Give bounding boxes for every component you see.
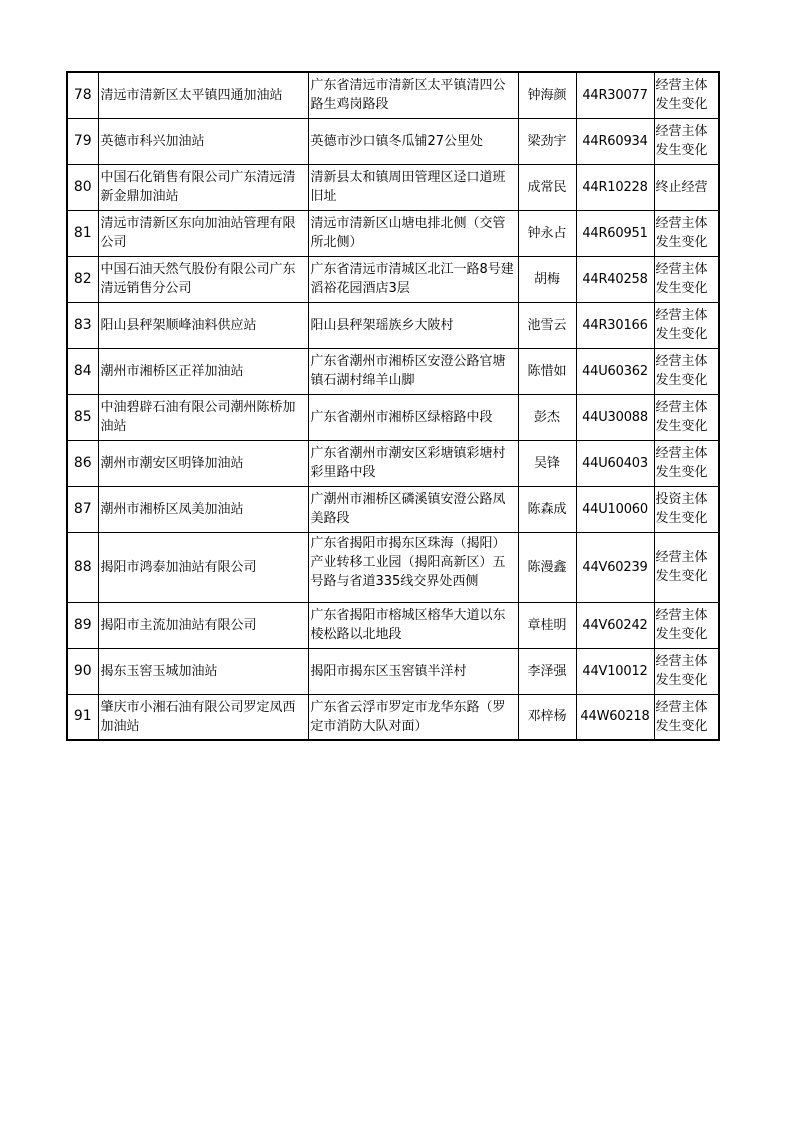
station-name: 中国石油天然气股份有限公司广东清远销售分公司 — [98, 256, 308, 302]
responsible-person: 成常民 — [518, 164, 576, 210]
responsible-person: 陈漫鑫 — [518, 532, 576, 602]
gas-station-table — [66, 71, 720, 741]
change-reason: 经营主体发生变化 — [654, 394, 719, 440]
responsible-person: 李泽强 — [518, 648, 576, 694]
responsible-person: 钟永占 — [518, 210, 576, 256]
station-name: 英德市科兴加油站 — [98, 118, 308, 164]
station-address: 广东省云浮市罗定市龙华东路（罗定市消防大队对面） — [308, 694, 518, 740]
license-number: 44V60242 — [576, 602, 654, 648]
station-name: 中油碧辟石油有限公司潮州陈桥加油站 — [98, 394, 308, 440]
row-number: 90 — [67, 648, 98, 694]
station-address: 英德市沙口镇冬瓜铺27公里处 — [308, 118, 518, 164]
table-row — [67, 532, 719, 602]
license-number: 44R60951 — [576, 210, 654, 256]
responsible-person: 陈森成 — [518, 486, 576, 532]
station-name: 清远市清新区太平镇四通加油站 — [98, 72, 308, 118]
row-number: 78 — [67, 72, 98, 118]
license-number: 44U60403 — [576, 440, 654, 486]
row-number: 89 — [67, 602, 98, 648]
station-address: 广东省潮州市湘桥区绿榕路中段 — [308, 394, 518, 440]
change-reason: 经营主体发生变化 — [654, 302, 719, 348]
row-number: 91 — [67, 694, 98, 740]
license-number: 44U10060 — [576, 486, 654, 532]
responsible-person: 彭杰 — [518, 394, 576, 440]
row-number: 82 — [67, 256, 98, 302]
change-reason: 经营主体发生变化 — [654, 210, 719, 256]
row-number: 80 — [67, 164, 98, 210]
change-reason: 经营主体发生变化 — [654, 602, 719, 648]
change-reason: 经营主体发生变化 — [654, 648, 719, 694]
change-reason: 经营主体发生变化 — [654, 532, 719, 602]
station-address: 广东省潮州市湘桥区安澄公路官塘镇石湖村绵羊山脚 — [308, 348, 518, 394]
row-number: 86 — [67, 440, 98, 486]
table-row — [67, 302, 719, 348]
license-number: 44R10228 — [576, 164, 654, 210]
table-row — [67, 256, 719, 302]
station-address: 清远市清新区山塘电排北侧（交管所北侧） — [308, 210, 518, 256]
row-number: 79 — [67, 118, 98, 164]
row-number: 85 — [67, 394, 98, 440]
table-row — [67, 348, 719, 394]
table-row — [67, 486, 719, 532]
license-number: 44U30088 — [576, 394, 654, 440]
station-address: 揭阳市揭东区玉窖镇半洋村 — [308, 648, 518, 694]
change-reason: 经营主体发生变化 — [654, 694, 719, 740]
station-address: 广东省清远市清城区北江一路8号建滔裕花园酒店3层 — [308, 256, 518, 302]
station-address-text: 广东省揭阳市揭东区珠海（揭阳）产业转移工业园（揭阳高新区）五号路与省道335线交界处西侧 — [310, 536, 506, 589]
table-row — [67, 210, 719, 256]
table-row — [67, 394, 719, 440]
station-name: 阳山县秤架顺峰油料供应站 — [98, 302, 308, 348]
responsible-person: 陈惜如 — [518, 348, 576, 394]
responsible-person: 池雪云 — [518, 302, 576, 348]
row-number: 84 — [67, 348, 98, 394]
license-number: 44V10012 — [576, 648, 654, 694]
station-address: 清新县太和镇周田管理区迳口道班旧址 — [308, 164, 518, 210]
station-name: 中国石化销售有限公司广东清远清新金鼎加油站 — [98, 164, 308, 210]
table-row — [67, 164, 719, 210]
license-number: 44V60239 — [576, 532, 654, 602]
responsible-person: 邓梓杨 — [518, 694, 576, 740]
station-name: 潮州市湘桥区正祥加油站 — [98, 348, 308, 394]
responsible-person: 章桂明 — [518, 602, 576, 648]
station-address: 广东省潮州市潮安区彩塘镇彩塘村彩里路中段 — [308, 440, 518, 486]
station-name: 肇庆市小湘石油有限公司罗定凤西加油站 — [98, 694, 308, 740]
table-row — [67, 694, 719, 740]
table-row — [67, 118, 719, 164]
station-name: 潮州市湘桥区凤美加油站 — [98, 486, 308, 532]
license-number: 44R40258 — [576, 256, 654, 302]
license-number: 44U60362 — [576, 348, 654, 394]
permit-table-page — [66, 71, 720, 741]
row-number: 88 — [67, 532, 98, 602]
station-name: 揭阳市鸿泰加油站有限公司 — [98, 532, 308, 602]
row-number: 83 — [67, 302, 98, 348]
row-number: 81 — [67, 210, 98, 256]
table-row — [67, 602, 719, 648]
station-address: 广东省揭阳市榕城区榕华大道以东棱松路以北地段 — [308, 602, 518, 648]
change-reason: 经营主体发生变化 — [654, 118, 719, 164]
station-address — [308, 532, 518, 602]
change-reason: 经营主体发生变化 — [654, 72, 719, 118]
change-reason: 经营主体发生变化 — [654, 256, 719, 302]
station-name: 揭阳市主流加油站有限公司 — [98, 602, 308, 648]
table-row — [67, 440, 719, 486]
license-number: 44R30077 — [576, 72, 654, 118]
change-reason: 终止经营 — [654, 164, 719, 210]
station-address: 阳山县秤架瑶族乡大陂村 — [308, 302, 518, 348]
table-body — [67, 72, 719, 740]
row-number: 87 — [67, 486, 98, 532]
license-number: 44R30166 — [576, 302, 654, 348]
responsible-person: 钟海颜 — [518, 72, 576, 118]
table-row — [67, 648, 719, 694]
station-address: 广潮州市湘桥区磷溪镇安澄公路凤美路段 — [308, 486, 518, 532]
change-reason: 经营主体发生变化 — [654, 348, 719, 394]
station-name: 潮州市潮安区明锋加油站 — [98, 440, 308, 486]
station-name: 清远市清新区东向加油站管理有限公司 — [98, 210, 308, 256]
change-reason: 经营主体发生变化 — [654, 440, 719, 486]
responsible-person: 梁劲宇 — [518, 118, 576, 164]
responsible-person: 吴锋 — [518, 440, 576, 486]
table-row — [67, 72, 719, 118]
station-address: 广东省清远市清新区太平镇清四公路生鸡岗路段 — [308, 72, 518, 118]
station-name: 揭东玉窖玉城加油站 — [98, 648, 308, 694]
change-reason: 投资主体发生变化 — [654, 486, 719, 532]
license-number: 44R60934 — [576, 118, 654, 164]
license-number: 44W60218 — [576, 694, 654, 740]
responsible-person: 胡梅 — [518, 256, 576, 302]
